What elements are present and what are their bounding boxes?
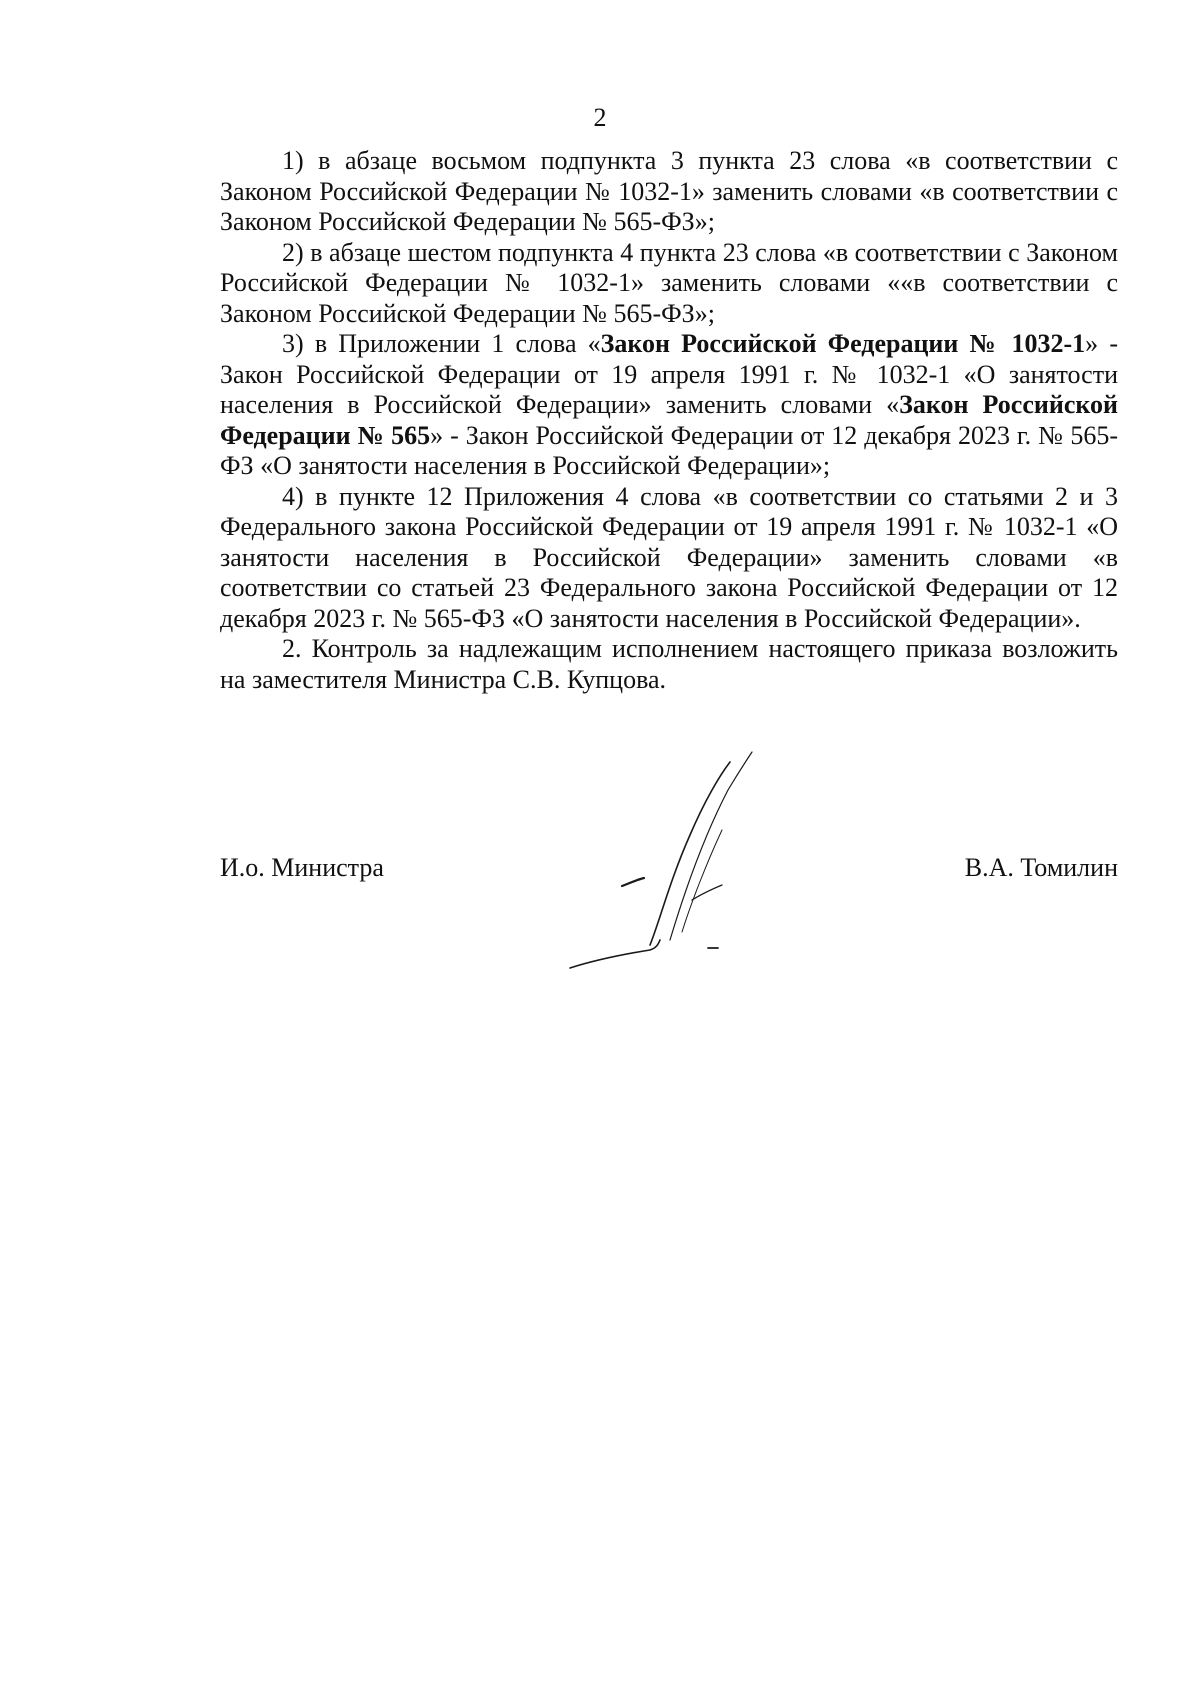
- paragraph-3-bold-a: Закон Российской Федерации № 1032-1: [600, 329, 1086, 358]
- paragraph-item-2: 2) в абзаце шестом подпункта 4 пункта 23 слова «в соответствии с Законом Российской Федерации № 1032-1» заменить словами ««в соответствии с Законом Российской Федерации № 565-ФЗ»;: [220, 237, 1118, 328]
- document-body: [220, 146, 1118, 695]
- paragraph-3-text-a: 3) в Приложении 1 слова «: [282, 329, 601, 358]
- paragraph-control: 2. Контроль за надлежащим исполнением настоящего приказа возложить на заместителя Министра С.В. Купцова.: [220, 634, 1118, 694]
- signatory-name: В.А. Томилин: [964, 853, 1118, 882]
- signatory-position: И.о. Министра: [220, 853, 384, 882]
- page-number: 2: [593, 103, 607, 132]
- paragraph-3-text-c: » - Закон Российской Федерации от 12 декабря 2023 г. № 565-ФЗ «О занятости населения в Российской Федерации»;: [220, 420, 1119, 480]
- paragraph-item-4: 4) в пункте 12 Приложения 4 слова «в соответствии со статьями 2 и 3 Федерального закона Российской Федерации от 19 апреля 1991 г. № 1032-1 «О занятости населения в Российской Федерации» заменить словами «в соответствии со статьей 23 Федерального закона Российской Федерации от 12 декабря 2023 г. № 565-ФЗ «О занятости населения в Российской Федерации».: [220, 481, 1118, 633]
- handwritten-signature: [550, 740, 820, 980]
- paragraph-item-1: 1) в абзаце восьмом подпункта 3 пункта 23 слова «в соответствии с Законом Российской Федерации № 1032-1» заменить словами «в соответствии с Законом Российской Федерации № 565-ФЗ»;: [220, 146, 1118, 236]
- paragraph-3-text-b: » - Закон Российской Федерации от 19 апреля 1991 г. № 1032-1 «О занятости населения в Российской Федерации» заменить словами «: [220, 329, 1118, 419]
- paragraph-item-3: [220, 329, 1118, 482]
- paragraph-3-bold-b: Закон Российской Федерации № 565: [220, 390, 1118, 450]
